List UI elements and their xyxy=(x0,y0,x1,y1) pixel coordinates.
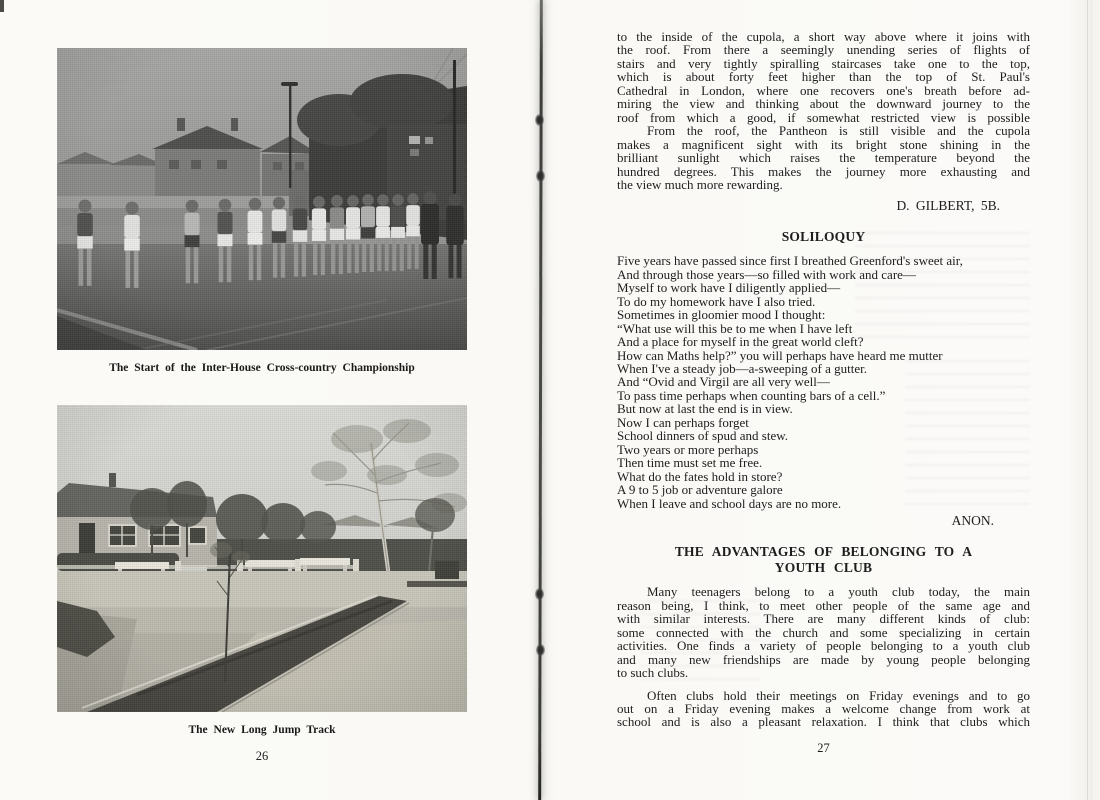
text-line: activities. One finds a variety of people belonging to a youth club xyxy=(617,638,1030,654)
photo-caption-cross-country: The Start of the Inter-House Cross-country Championship xyxy=(109,362,415,374)
poem-line: Five years have passed since first I breathed Greenford's sweet air, xyxy=(617,253,963,269)
text-line: with similar interests. There are many different kinds of club: xyxy=(617,611,1030,627)
left-page-content xyxy=(57,48,467,764)
photo-caption-long-jump: The New Long Jump Track xyxy=(188,724,336,736)
poem-line: “What use will this be to me when I have left xyxy=(617,320,853,336)
left-page xyxy=(0,0,540,800)
spine-nick xyxy=(536,170,545,182)
photo-cross-country-start xyxy=(57,48,467,350)
text-line: roof from which a good, if somewhat restricted view is possible xyxy=(617,109,1030,125)
poem-line: What do the fates hold in store? xyxy=(617,468,783,484)
poem-line: Two years or more perhaps xyxy=(617,441,759,457)
spine-nick xyxy=(535,588,544,600)
text-line: which is about forty feet higher than the top of St. Paul's xyxy=(617,69,1030,85)
text-line: makes a magnificent sight with its bright stone shining in the xyxy=(617,136,1030,152)
article-youth-club xyxy=(617,585,1030,729)
text-line: school and is also a pleasant relaxation. I think that clubs which xyxy=(617,714,1030,730)
poem-line: When I leave and school days are no more. xyxy=(617,495,842,511)
poem-line: How can Maths help?” you will perhaps have heard me mutter xyxy=(617,347,943,363)
page-number-right: 27 xyxy=(817,740,830,755)
right-page xyxy=(617,0,1030,755)
poem-line: And through those years—so filled with work and care— xyxy=(617,266,916,282)
text-line: to such clubs. xyxy=(617,665,689,681)
text-line: the roof. From there a seemingly unending series of flights of xyxy=(617,42,1030,58)
byline-gilbert: D. GILBERT, 5B. xyxy=(896,198,1000,214)
poem-line: To do my homework have I also tried. xyxy=(617,293,816,309)
text-line: some connected with the church and some specializing in certain xyxy=(617,624,1030,640)
spine-nick xyxy=(536,644,545,656)
scan-corner-mark xyxy=(0,0,4,12)
text-line: hundred degrees. This makes the journey more exhausting and xyxy=(617,163,1030,179)
poem-line: Now I can perhaps forget xyxy=(617,414,749,430)
text-line: Cathedral in London, where one recovers one's breath before ad- xyxy=(617,82,1030,98)
photo-long-jump-track xyxy=(57,405,467,712)
text-line: stairs and very tightly spiralling staircases take one to the top, xyxy=(617,55,1030,71)
poem-line: And “Ovid and Virgil are all very well— xyxy=(617,374,830,390)
text-line: Many teenagers belong to a youth club today, the main xyxy=(647,584,1030,600)
paragraph xyxy=(617,124,1030,191)
text-line: miring the view and thinking about the downward journey to the xyxy=(617,96,1030,112)
text-line: reason being, I think, to meet other people of the same age and xyxy=(617,597,1030,613)
poem-line: A 9 to 5 job or adventure galore xyxy=(617,482,783,498)
poem-line: Sometimes in gloomier mood I thought: xyxy=(617,307,826,323)
text-line: out on a Friday evening makes a welcome change from work at xyxy=(617,701,1030,717)
poem-title: SOLILOQUY xyxy=(781,228,866,244)
poem-line: Myself to work have I diligently applied— xyxy=(617,280,841,296)
text-line: the view much more rewarding. xyxy=(617,176,783,192)
page-edge-line xyxy=(1087,0,1088,800)
paragraph xyxy=(617,585,1030,679)
paragraph xyxy=(617,689,1030,729)
poem-line: When I've a steady job—a-sweeping of a gutter. xyxy=(617,360,867,376)
poem-line: School dinners of spud and stew. xyxy=(617,428,789,444)
poem-line: But now at last the end is in view. xyxy=(617,401,793,417)
page-number-left: 26 xyxy=(255,749,269,763)
poem-line: Then time must set me free. xyxy=(617,455,763,471)
article-cupola-continuation xyxy=(617,30,1030,191)
cross-country-photo-art xyxy=(57,48,467,350)
text-line: to the inside of the cupola, a short way above where it joins with xyxy=(617,29,1030,44)
youth-club-title-line1: THE ADVANTAGES OF BELONGING TO A xyxy=(674,544,973,560)
paragraph xyxy=(617,30,1030,124)
youth-club-title-line2: YOUTH CLUB xyxy=(774,559,873,575)
poem-line: To pass time perhaps when counting bars of a cell.” xyxy=(617,387,886,403)
poem-soliloquy xyxy=(617,254,1030,510)
page-edge-line-outer xyxy=(1091,0,1092,800)
text-line: From the roof, the Pantheon is still visible and the cupola xyxy=(647,123,1030,139)
byline-anon: ANON. xyxy=(951,512,994,528)
poem-line: And a place for myself in the great world cleft? xyxy=(617,334,864,350)
text-line: brilliant sunlight which raises the temperature beyond the xyxy=(617,150,1030,166)
spine-nick xyxy=(535,114,544,126)
text-line: and many new friendships are made by young people belonging xyxy=(617,651,1030,667)
long-jump-photo-art xyxy=(57,405,467,712)
text-line: Often clubs hold their meetings on Friday evenings and to go xyxy=(647,687,1030,703)
youth-club-article-title xyxy=(617,544,1030,575)
